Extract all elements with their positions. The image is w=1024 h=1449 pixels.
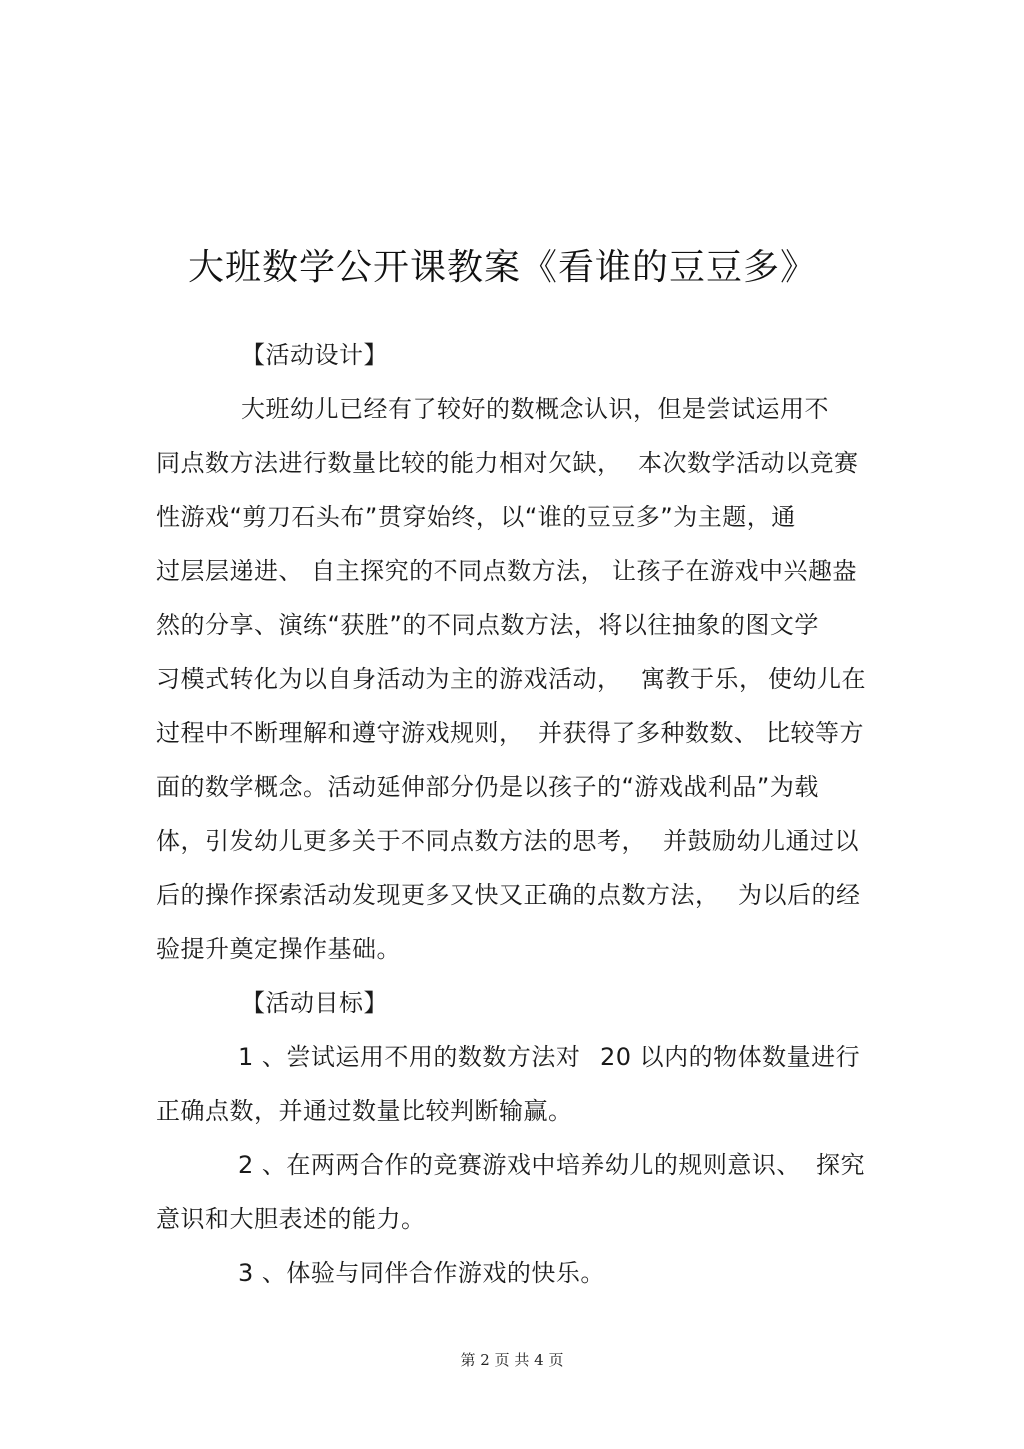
paragraph-line-2-part-a: 同点数方法进行数量比较的能力相对欠缺， [156, 449, 622, 477]
paragraph-line-6-part-b: 寓教于乐， [641, 665, 764, 693]
paragraph-line-7 [156, 718, 866, 748]
goal-1-part-a: 1 、尝试运用不用的数数方法对 [238, 1043, 581, 1071]
paragraph-line-4-part-a: 过层层递进、 自主探究的不同点数方法， [156, 557, 606, 585]
paragraph-line-1: 大班幼儿已经有了较好的数概念认识，但是尝试运用不 [241, 395, 829, 423]
paragraph-line-10-part-b: 为以后的经 [738, 881, 861, 909]
paragraph-line-10-part-a: 后的操作探索活动发现更多又快又正确的点数方法， [156, 881, 720, 909]
page-footer: 第 2 页 共 4 页 [460, 1351, 564, 1369]
section-heading-goals: 【活动目标】 [241, 989, 388, 1017]
paragraph-line-5: 然的分享、演练“获胜”的不同点数方法，将以往抽象的图文学 [156, 611, 819, 639]
goal-2-part-a: 2 、在两两合作的竞赛游戏中培养幼儿的规则意识、 [238, 1151, 801, 1179]
document-title: 大班数学公开课教案《看谁的豆豆多》 [188, 247, 818, 288]
paragraph-line-8: 面的数学概念。活动延伸部分仍是以孩子的“游戏战利品”为载 [156, 773, 819, 801]
goal-2-part-b: 探究 [816, 1151, 865, 1179]
paragraph-line-6-part-c: 使幼儿在 [768, 665, 866, 693]
paragraph-line-7-part-a: 过程中不断理解和遵守游戏规则， [156, 719, 524, 747]
paragraph-line-3: 性游戏“剪刀石头布”贯穿始终，以“谁的豆豆多”为主题，通 [156, 503, 796, 531]
paragraph-line-7-part-b: 并获得了多种数数、 [538, 719, 759, 747]
goal-2-line-2: 意识和大胆表述的能力。 [156, 1205, 426, 1233]
goal-1-part-b: 20 以内的物体数量进行 [600, 1043, 861, 1071]
paragraph-line-4-part-b: 让孩子在游戏中兴趣盎 [612, 557, 857, 585]
paragraph-line-2 [156, 448, 859, 478]
paragraph-line-6-part-a: 习模式转化为以自身活动为主的游戏活动， [156, 665, 622, 693]
paragraph-line-10 [156, 880, 866, 910]
goal-1-line-1 [238, 1042, 861, 1072]
goal-1-line-2: 正确点数，并通过数量比较判断输赢。 [156, 1097, 573, 1125]
goal-3-line-1: 3 、体验与同伴合作游戏的快乐。 [238, 1259, 605, 1287]
paragraph-line-7-part-c: 比较等方 [766, 719, 864, 747]
paragraph-line-9-part-b: 并鼓励幼儿通过以 [663, 827, 859, 855]
paragraph-line-9-part-a: 体，引发幼儿更多关于不同点数方法的思考， [156, 827, 646, 855]
goal-2-line-1 [238, 1150, 868, 1180]
paragraph-line-11: 验提升奠定操作基础。 [156, 935, 401, 963]
paragraph-line-2-part-b: 本次数学活动以竞赛 [638, 449, 859, 477]
paragraph-line-4 [156, 556, 856, 586]
paragraph-line-9 [156, 826, 866, 856]
paragraph-line-6 [156, 664, 866, 694]
section-heading-design: 【活动设计】 [241, 341, 388, 369]
